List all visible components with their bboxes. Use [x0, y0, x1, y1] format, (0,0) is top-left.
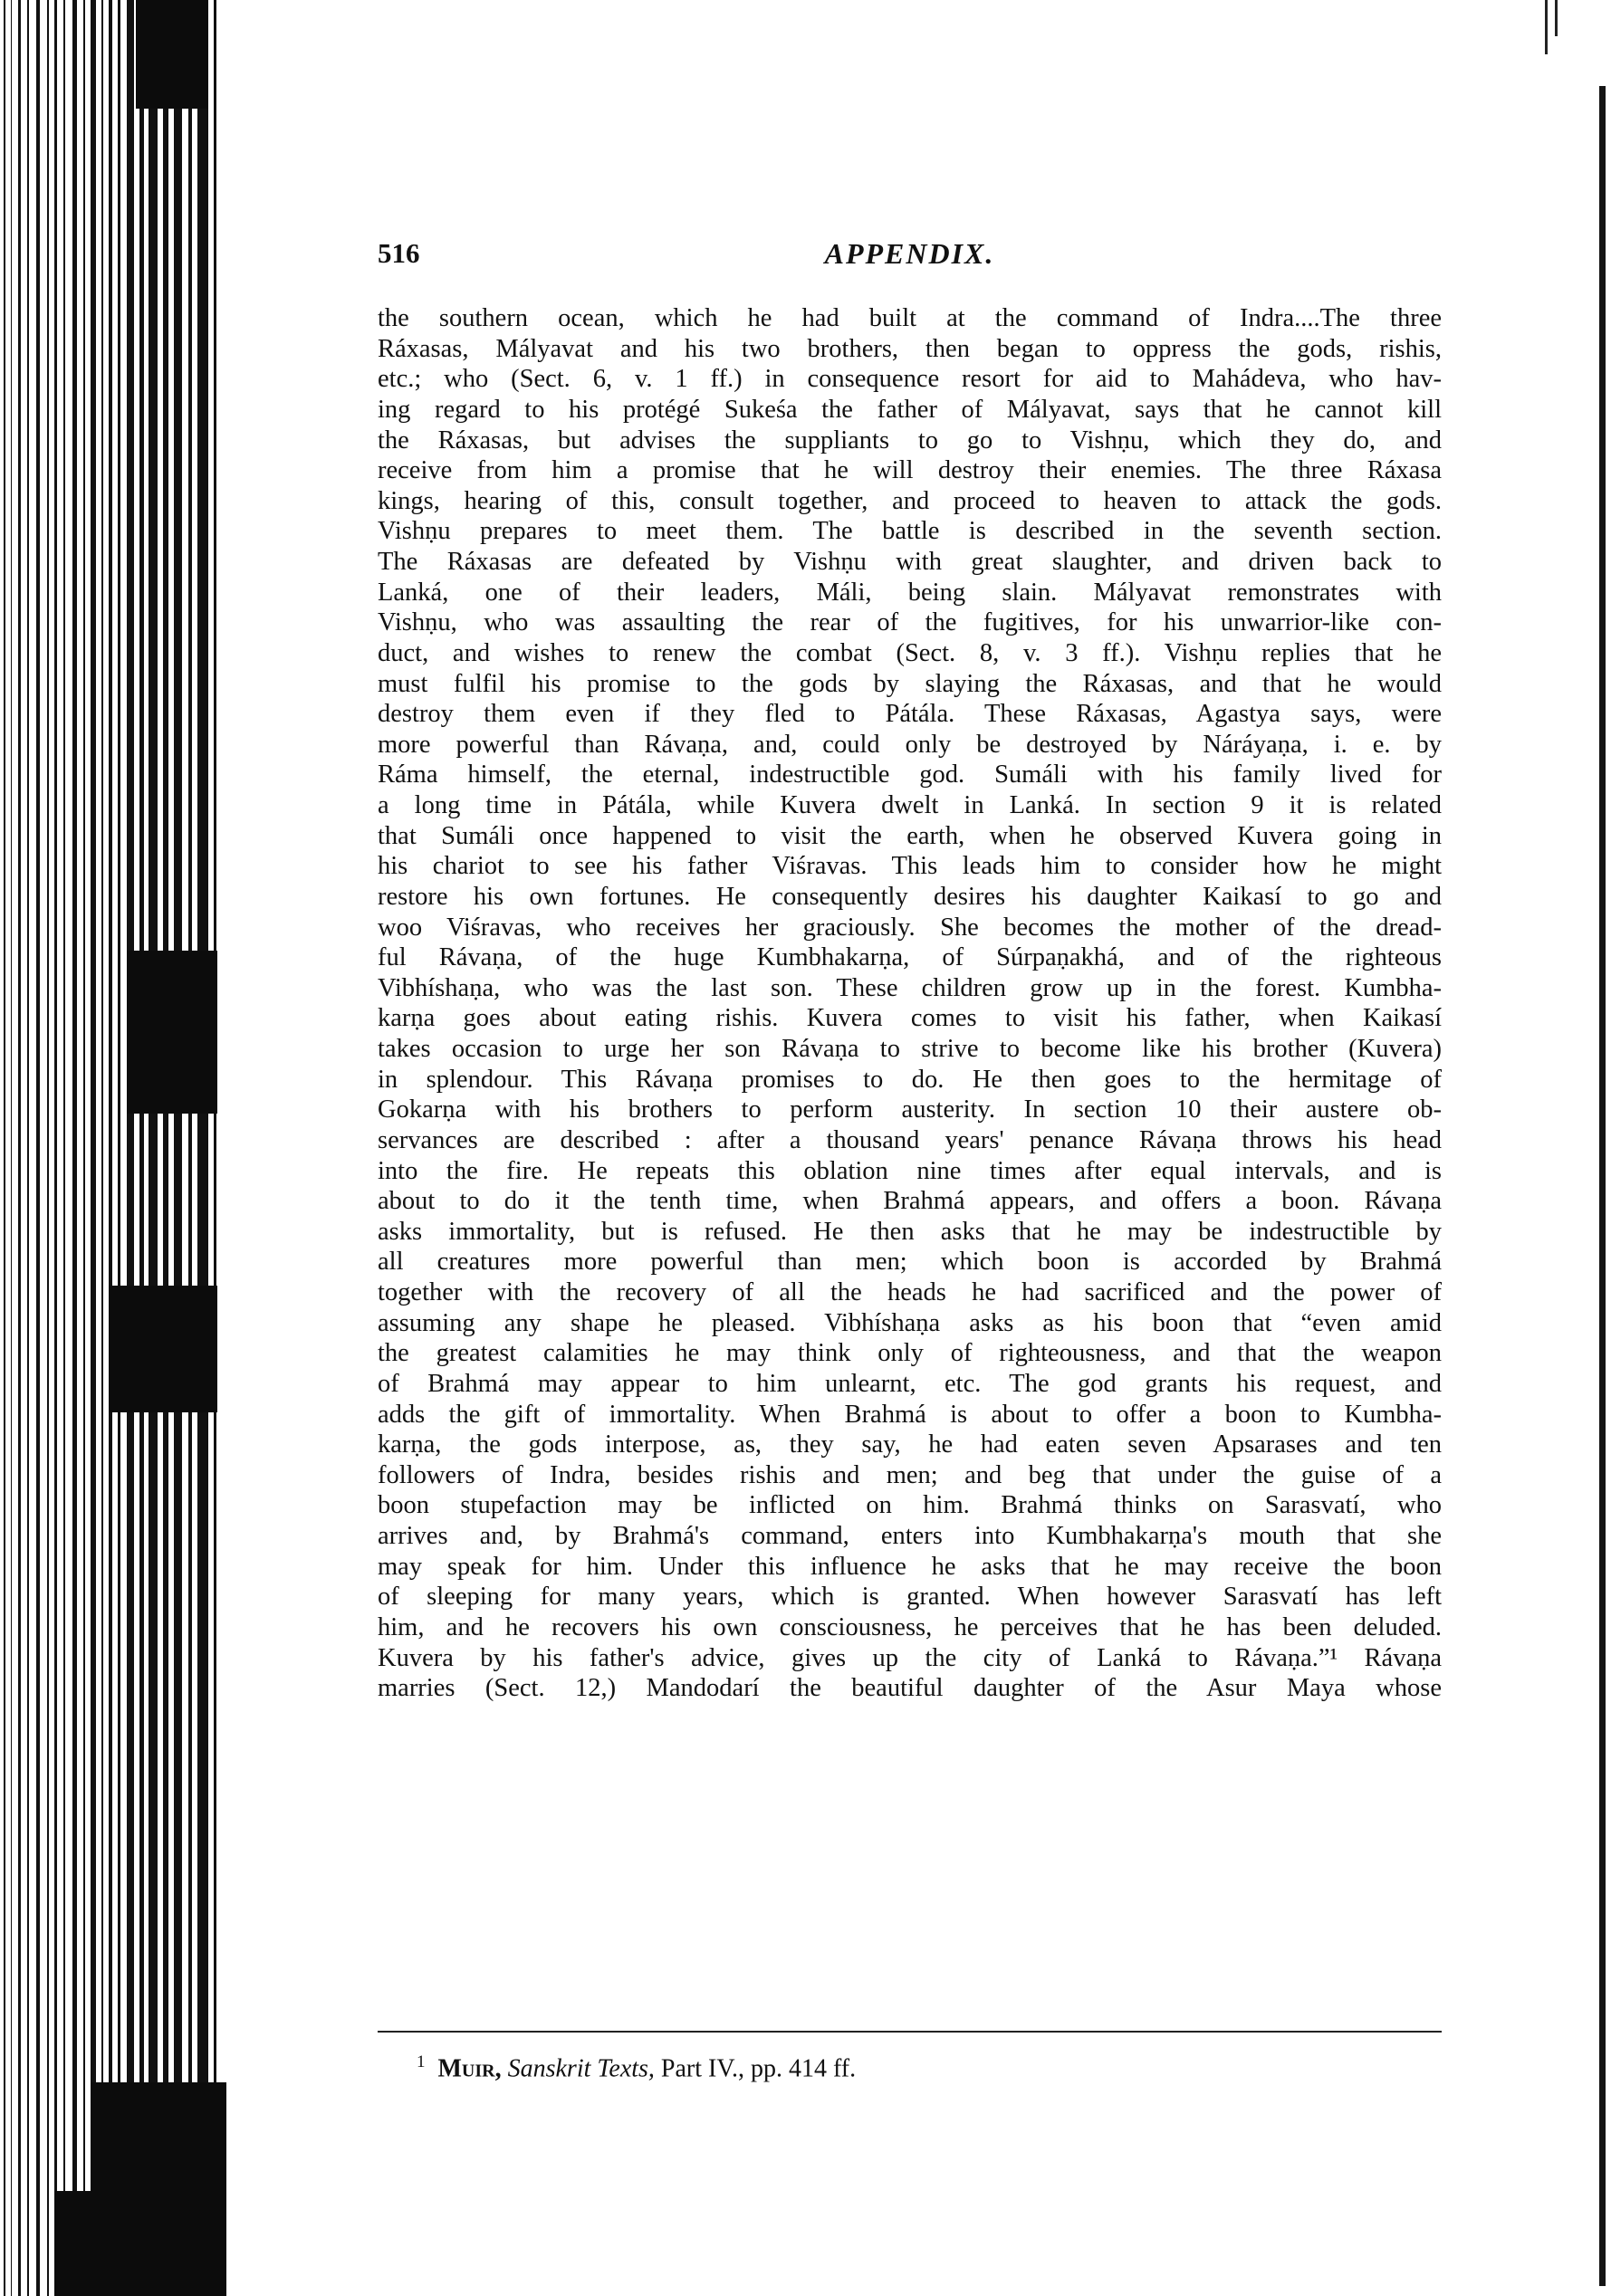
text-line: adds the gift of immortality. When Brahmá is about to offer a boon to Kumbha-	[378, 1400, 1442, 1429]
text-line: restore his own fortunes. He consequently desires his daughter Kaikasí to go and	[378, 882, 1442, 911]
body-text	[378, 303, 1442, 1704]
text-line: in splendour. This Rávaṇa promises to do. He then goes to the hermitage of	[378, 1065, 1442, 1094]
text-line: may speak for him. Under this influence he asks that he may receive the boon	[378, 1552, 1442, 1581]
text-line: The Ráxasas are defeated by Vishṇu with great slaughter, and driven back to	[378, 548, 1442, 576]
text-line: duct, and wishes to renew the combat (Sect. 8, v. 3 ff.). Vishṇu replies that he	[378, 638, 1442, 667]
text-line: Ráma himself, the eternal, indestructible god. Sumáli with his family lived for	[378, 761, 1442, 789]
text-line: that Sumáli once happened to visit the earth, when he observed Kuvera going in	[378, 821, 1442, 850]
text-line: boon stupefaction may be inflicted on him. Brahmá thinks on Sarasvatí, who	[378, 1491, 1442, 1520]
footnote-reference: Part IV., pp. 414 ff.	[660, 2054, 857, 2083]
text-line: receive from him a promise that he will destroy their enemies. The three Ráxasa	[378, 456, 1442, 485]
text-line: followers of Indra, besides rishis and men; and beg that under the guise of a	[378, 1460, 1442, 1489]
text-line: all creatures more powerful than men; which boon is accorded by Brahmá	[378, 1248, 1442, 1277]
text-line: assuming any shape he pleased. Vibhíshaṇa asks as his boon that “even amid	[378, 1308, 1442, 1337]
text-line: takes occasion to urge her son Rávaṇa to strive to become like his brother (Kuvera)	[378, 1035, 1442, 1063]
text-line: his chariot to see his father Viśravas. This leads him to consider how he might	[378, 852, 1442, 881]
text-line: ful Rávaṇa, of the huge Kumbhakarṇa, of Súrpaṇakhá, and of the righteous	[378, 943, 1442, 972]
text-line: must fulfil his promise to the gods by slaying the Ráxasas, and that he would	[378, 669, 1442, 698]
running-head: APPENDIX.	[824, 237, 995, 270]
text-line: the southern ocean, which he had built at the command of Indra....The three	[378, 304, 1442, 332]
text-line: asks immortality, but is refused. He then asks that he may be indestructible by	[378, 1217, 1442, 1246]
text-line: the greatest calamities he may think only of righteousness, and that the weapon	[378, 1339, 1442, 1368]
footnote-mark: 1	[417, 2052, 426, 2071]
page-number: 516	[378, 237, 420, 269]
text-line: of sleeping for many years, which is granted. When however Sarasvatí has left	[378, 1583, 1442, 1612]
text-line: Gokarṇa with his brothers to perform austerity. In section 10 their austere ob-	[378, 1095, 1442, 1124]
footnote-author: Muir,	[437, 2054, 502, 2083]
text-line: Vishṇu prepares to meet them. The battle is described in the seventh section.	[378, 517, 1442, 546]
text-line: about to do it the tenth time, when Brahmá appears, and offers a boon. Rávaṇa	[378, 1187, 1442, 1216]
page-edge	[1599, 86, 1606, 2286]
text-line: etc.; who (Sect. 6, v. 1 ff.) in consequence resort for aid to Mahádeva, who hav-	[378, 365, 1442, 394]
text-line: into the fire. He repeats this oblation nine times after equal intervals, and is	[378, 1156, 1442, 1185]
text-line: kings, hearing of this, consult together, and proceed to heaven to attack the gods.	[378, 486, 1442, 515]
edge-mark	[1555, 0, 1558, 36]
text-line: a long time in Pátála, while Kuvera dwelt in Lanká. In section 9 it is related	[378, 791, 1442, 819]
binding-gutter	[0, 0, 226, 2296]
edge-mark	[1545, 0, 1548, 54]
text-line: the Ráxasas, but advises the suppliants to go to Vishṇu, which they do, and	[378, 426, 1442, 454]
text-line: karṇa goes about eating rishis. Kuvera comes to visit his father, when Kaikasí	[378, 1004, 1442, 1033]
text-line: Lanká, one of their leaders, Máli, being slain. Mályavat remonstrates with	[378, 578, 1442, 607]
page-header	[378, 237, 1442, 282]
text-line: Vishṇu, who was assaulting the rear of the fugitives, for his unwarrior-like con-	[378, 608, 1442, 637]
text-line: Kuvera by his father's advice, gives up the city of Lanká to Rávaṇa.”¹ Rávaṇa	[378, 1643, 1442, 1672]
text-line: Ráxasas, Mályavat and his two brothers, then began to oppress the gods, rishis,	[378, 334, 1442, 363]
footnote-title: Sanskrit Texts,	[507, 2054, 655, 2083]
text-line: ing regard to his protégé Sukeśa the father of Mályavat, says that he cannot kill	[378, 395, 1442, 424]
text-line: of Brahmá may appear to him unlearnt, etc. The god grants his request, and	[378, 1369, 1442, 1398]
text-line: karṇa, the gods interpose, as, they say, he had eaten seven Apsarases and ten	[378, 1430, 1442, 1459]
text-line: servances are described : after a thousand years' penance Rávaṇa throws his head	[378, 1125, 1442, 1154]
text-line: him, and he recovers his own consciousness, he perceives that he has been deluded.	[378, 1612, 1442, 1641]
footnote-rule	[378, 2031, 1442, 2033]
text-line: destroy them even if they fled to Pátála. These Ráxasas, Agastya says, were	[378, 700, 1442, 729]
footnote	[417, 2052, 856, 2083]
text-line: Vibhíshaṇa, who was the last son. These children grow up in the forest. Kumbha-	[378, 973, 1442, 1002]
text-line: more powerful than Rávaṇa, and, could only be destroyed by Náráyaṇa, i. e. by	[378, 730, 1442, 759]
text-line: woo Viśravas, who receives her graciously. She becomes the mother of the dread-	[378, 913, 1442, 942]
text-line: marries (Sect. 12,) Mandodarí the beautiful daughter of the Asur Maya whose	[378, 1674, 1442, 1703]
text-line: together with the recovery of all the heads he had sacrificed and the power of	[378, 1278, 1442, 1306]
text-line: arrives and, by Brahmá's command, enters into Kumbhakarṇa's mouth that she	[378, 1522, 1442, 1550]
